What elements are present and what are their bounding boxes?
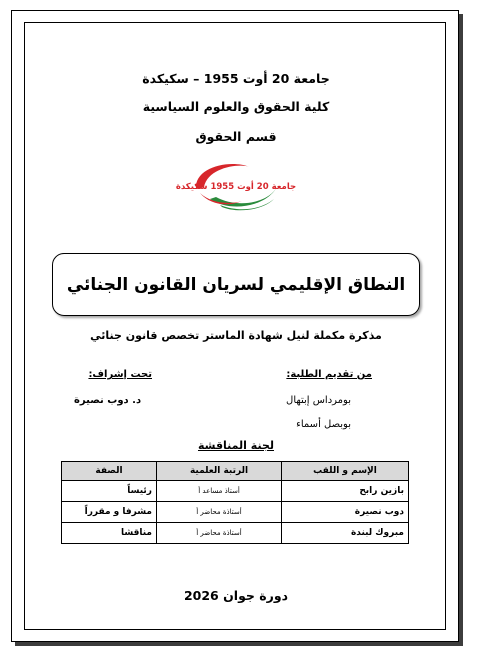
column-header-role: الصفة xyxy=(62,462,157,481)
student-name: بومرداس إبتهال xyxy=(286,395,351,406)
thesis-title: النطاق الإقليمي لسريان القانون الجنائي xyxy=(66,274,406,295)
member-rank: أستاذة محاضر أ xyxy=(157,523,282,544)
column-header-rank: الرتبة العلمية xyxy=(157,462,282,481)
student-name: بوبصل أسماء xyxy=(296,419,351,430)
table-header-row xyxy=(62,462,409,481)
table-row xyxy=(62,523,409,544)
committee-title: لجنة المناقشة xyxy=(197,439,274,452)
logo-text: جامعة 20 أوت 1955 سكيكدة xyxy=(175,182,297,192)
table-row xyxy=(62,502,409,523)
session-date: دورة جوان 2026 xyxy=(183,588,289,603)
member-rank: أستاذة محاضر أ xyxy=(157,502,282,523)
department-name: قسم الحقوق xyxy=(195,129,277,144)
member-role: رئيساً xyxy=(62,481,157,502)
thesis-subtitle: مذكرة مكملة لنيل شهادة الماستر تخصص قانون جنائي xyxy=(90,329,382,342)
member-rank: أستاذ مساعد أ xyxy=(157,481,282,502)
member-name: مبروك لبندة xyxy=(282,523,409,544)
supervisor-label: تحت إشراف: xyxy=(88,369,152,380)
university-name: جامعة 20 أوت 1955 – سكيكدة xyxy=(142,71,330,86)
member-role: مشرفا و مقرراً xyxy=(62,502,157,523)
university-logo xyxy=(175,159,297,213)
member-name: دوب نصيرة xyxy=(282,502,409,523)
faculty-name: كلية الحقوق والعلوم السياسية xyxy=(142,99,330,114)
member-name: بازين رابح xyxy=(282,481,409,502)
students-label: من تقديم الطلبة: xyxy=(286,369,372,380)
table-row xyxy=(62,481,409,502)
page-frame xyxy=(11,10,459,642)
thesis-title-box xyxy=(52,253,420,316)
member-role: مناقشا xyxy=(62,523,157,544)
supervisor-name: د. دوب نصيرة xyxy=(74,395,142,406)
column-header-name: الإسم و اللقب xyxy=(282,462,409,481)
committee-table xyxy=(61,461,409,544)
